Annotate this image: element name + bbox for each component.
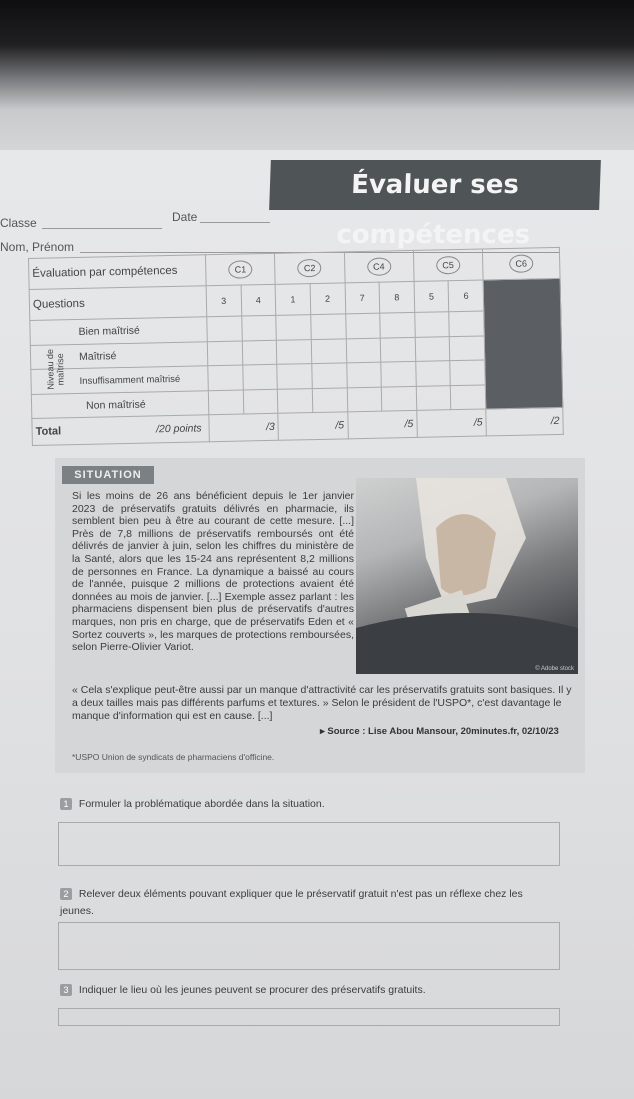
total-points: /20 points bbox=[155, 422, 202, 436]
level-label: Insuffisamment maîtrisé bbox=[79, 373, 181, 387]
grid-cell[interactable] bbox=[276, 315, 311, 340]
grid-cell[interactable] bbox=[243, 389, 278, 414]
situation-tag: SITUATION bbox=[62, 466, 154, 484]
grid-cell[interactable] bbox=[450, 360, 485, 385]
situation-photo bbox=[356, 478, 578, 674]
grid-cell[interactable] bbox=[451, 385, 486, 410]
level-label: Maîtrisé bbox=[78, 349, 117, 363]
grid-cell[interactable] bbox=[242, 340, 277, 365]
grid-cell[interactable] bbox=[208, 390, 243, 415]
question-3 bbox=[60, 984, 426, 996]
competence-code: C6 bbox=[509, 255, 533, 273]
question-number: 3 bbox=[206, 285, 241, 317]
eval-label: Évaluation par compétences bbox=[29, 255, 207, 290]
subtotal: /5 bbox=[417, 409, 487, 437]
grid-cell[interactable] bbox=[346, 362, 381, 387]
answer-box-3[interactable] bbox=[58, 1008, 560, 1026]
level-label: Non maîtrisé bbox=[85, 398, 146, 412]
classe-field[interactable] bbox=[42, 228, 162, 229]
competence-code: C2 bbox=[297, 259, 321, 277]
grid-cell[interactable] bbox=[208, 365, 243, 390]
grid-cell[interactable] bbox=[207, 316, 242, 341]
grid-cell[interactable] bbox=[346, 338, 381, 363]
grid-cell[interactable] bbox=[380, 337, 415, 362]
competence-table bbox=[28, 247, 564, 446]
competence-code: C5 bbox=[436, 256, 460, 274]
subtotal: /3 bbox=[209, 414, 279, 442]
answer-box-1[interactable] bbox=[58, 822, 560, 866]
total-label: Total bbox=[35, 425, 62, 439]
situation-source: ▸ Source : Lise Abou Mansour, 20minutes.fr, 02/10/23 bbox=[320, 726, 559, 737]
subtotal: /5 bbox=[278, 412, 348, 440]
grid-cell[interactable] bbox=[278, 388, 313, 413]
grid-cell[interactable] bbox=[277, 339, 312, 364]
nom-label: Nom, Prénom bbox=[0, 240, 75, 254]
classe-label: Classe bbox=[0, 216, 37, 230]
question-number-badge: 1 bbox=[60, 798, 72, 810]
date-field[interactable] bbox=[200, 222, 270, 223]
grid-cell[interactable] bbox=[277, 364, 312, 389]
grid-cell[interactable] bbox=[414, 312, 449, 337]
grid-cell[interactable] bbox=[311, 314, 346, 339]
question-1 bbox=[60, 798, 325, 810]
question-2 bbox=[60, 886, 530, 920]
grid-cell[interactable] bbox=[415, 336, 450, 361]
grid-cell[interactable] bbox=[381, 386, 416, 411]
date-label: Date bbox=[172, 210, 198, 224]
total-row-label bbox=[32, 415, 210, 445]
page-title: Évaluer ses compétences bbox=[269, 160, 601, 210]
grid-cell[interactable] bbox=[450, 336, 485, 361]
question-number: 7 bbox=[345, 282, 380, 314]
question-number: 8 bbox=[379, 282, 414, 314]
grid-cell[interactable] bbox=[312, 363, 347, 388]
grid-cell[interactable] bbox=[381, 362, 416, 387]
grid-cell[interactable] bbox=[312, 388, 347, 413]
c6-shaded-cell bbox=[483, 279, 563, 410]
competence-code: C1 bbox=[228, 260, 252, 278]
grid-cell[interactable] bbox=[347, 387, 382, 412]
question-number: 4 bbox=[241, 284, 276, 316]
question-number: 5 bbox=[414, 281, 449, 313]
questions-label: Questions bbox=[29, 286, 207, 321]
situation-footnote: *USPO Union de syndicats de pharmaciens d'officine. bbox=[72, 752, 275, 762]
grid-cell[interactable] bbox=[207, 341, 242, 366]
question-number: 1 bbox=[275, 284, 310, 316]
photo-credit: © Adobe stock bbox=[535, 666, 574, 672]
subtotal: /5 bbox=[347, 411, 417, 439]
question-number: 2 bbox=[310, 283, 345, 315]
grid-cell[interactable] bbox=[416, 385, 451, 410]
subtotal: /2 bbox=[486, 408, 564, 436]
situation-paragraph-2: « Cela s'explique peut-être aussi par un manque d'attractivité car les préservatifs gratuits sont basiques. Il y a deux tailles mais pas différents parfums et textures. » Selon le président de l'USPO*, c'est davantage le manque d'information qui est en cause. [...] bbox=[72, 684, 572, 722]
question-number-badge: 2 bbox=[60, 888, 72, 900]
competence-code: C4 bbox=[367, 257, 391, 275]
situation-paragraph-1: Si les moins de 26 ans bénéficient depuis le 1er janvier 2023 de préservatifs gratuits délivrés en pharmacie, ils semblent bien peu à être au courant de cette mesure. [...] Près de 7,8 millions de préservatifs remboursés ont été délivrés de janvier à juin, selon les chiffres du ministère de la Santé, alors que les 15-24 ans représentent 8,2 millions de personnes en France. La dynamique a baissé au cours de l'année, puisque 2 millions de protections avaient été données au mois de janvier. [...] Exemple assez parlant : les pharmaciens dispensent bien plus de préservatifs d'autres marques, non pris en charge, que de préservatifs Eden et « Sortez couverts », les marques de protections remboursées, selon Pierre-Olivier Variot. bbox=[72, 490, 354, 654]
grid-cell[interactable] bbox=[416, 361, 451, 386]
answer-box-2[interactable] bbox=[58, 922, 560, 970]
grid-cell[interactable] bbox=[242, 365, 277, 390]
grid-cell[interactable] bbox=[449, 311, 484, 336]
grid-cell[interactable] bbox=[311, 339, 346, 364]
question-number: 6 bbox=[448, 280, 483, 312]
question-text: Indiquer le lieu où les jeunes peuvent se procurer des préservatifs gratuits. bbox=[78, 984, 426, 996]
hand-pocket-illustration bbox=[356, 478, 578, 674]
grid-cell[interactable] bbox=[345, 313, 380, 338]
question-text: Relever deux éléments pouvant expliquer que le préservatif gratuit n'est pas un réflexe chez les jeunes. bbox=[60, 888, 523, 917]
question-text: Formuler la problématique abordée dans la situation. bbox=[78, 798, 325, 810]
grid-cell[interactable] bbox=[380, 313, 415, 338]
grid-cell[interactable] bbox=[241, 316, 276, 341]
question-number-badge: 3 bbox=[60, 984, 72, 996]
niveau-label: Niveau de maîtrise bbox=[44, 349, 66, 391]
level-label: Bien maîtrisé bbox=[78, 324, 140, 339]
